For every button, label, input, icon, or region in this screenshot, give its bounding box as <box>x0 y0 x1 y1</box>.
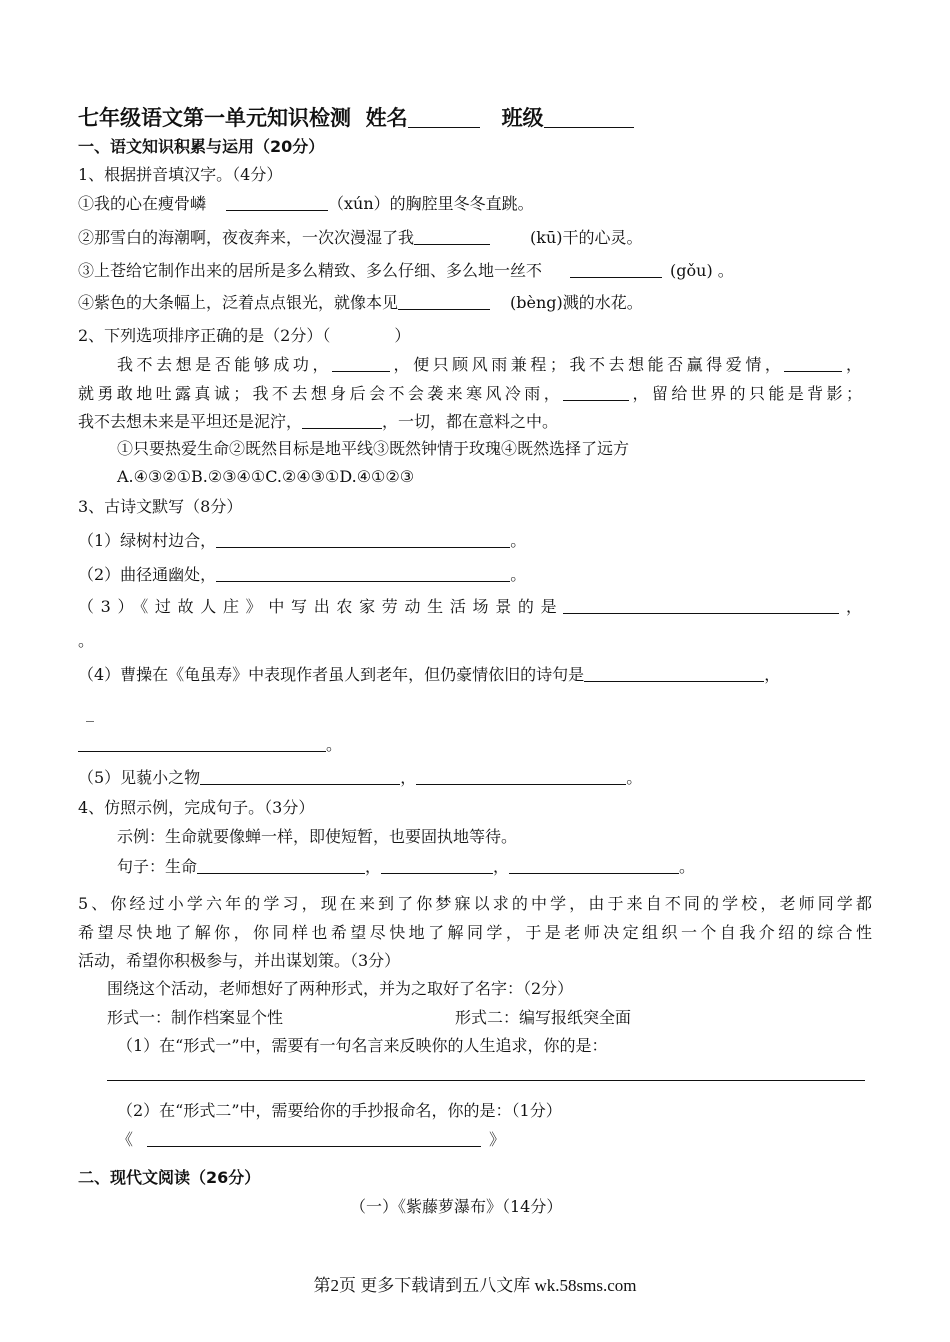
q2-stem: 2、下列选项排序正确的是（2分）（ ） <box>78 326 411 345</box>
q1-blank-4[interactable] <box>398 293 490 310</box>
q3-item-2: （2）曲径通幽处， 。 <box>78 565 527 584</box>
q3-item-4-dash: _ <box>86 703 94 722</box>
q2-blank-3[interactable] <box>563 384 629 401</box>
q2-options: ①只要热爱生命②既然目标是地平线③既然钟情于玫瑰④既然选择了远方 <box>117 439 630 458</box>
q2-blank-4[interactable] <box>302 412 382 429</box>
q3-item-3: （3）《过故人庄》中写出农家劳动生活场景的是 ， <box>78 597 862 616</box>
q5-answer-line-1[interactable] <box>107 1080 865 1081</box>
q4-blank-3[interactable] <box>509 857 679 874</box>
q2-passage-line-1: 我不去想是否能够成功， ，便只顾风雨兼程；我不去想能否赢得爱情， ， <box>117 355 862 374</box>
q3-item-1: （1）绿树村边合， 。 <box>78 531 527 550</box>
q3-blank-1[interactable] <box>216 531 510 548</box>
class-blank[interactable] <box>544 107 634 128</box>
q5-title-answer: 《 》 <box>117 1130 506 1149</box>
q3-blank-3[interactable] <box>563 597 839 614</box>
q1-item-1: ①我的心在瘦骨嶙 （xún）的胸腔里冬冬直跳。 <box>78 194 534 213</box>
q2-blank-2[interactable] <box>784 355 842 372</box>
part2-sub-heading: （一）《紫藤萝瀑布》（14分） <box>350 1197 563 1216</box>
q4-blank-2[interactable] <box>381 857 493 874</box>
q1-blank-1[interactable] <box>226 194 328 211</box>
q3-item-4: （4）曹操在《龟虽寿》中表现作者虽人到老年，但仍豪情依旧的诗句是 ， <box>78 665 781 684</box>
q2-passage-line-3: 我不去想未来是平坦还是泥泞， ，一切，都在意料之中。 <box>78 412 559 431</box>
q4-sentence: 句子：生命 ， ， 。 <box>117 857 696 876</box>
q4-example: 示例：生命就要像蝉一样，即使短暂，也要固执地等待。 <box>117 827 518 846</box>
q2-choices: A.④③②①B.②③④①C.②④③①D.④①②③ <box>117 467 415 486</box>
part2-heading: 二、现代文阅读（26分） <box>78 1168 261 1187</box>
q2-passage-line-2: 就勇敢地吐露真诚；我不去想身后会不会袭来寒风冷雨， ，留给世界的只能是背影； <box>78 384 862 403</box>
q5-line-3: 活动，希望你积极参与，并出谋划策。（3分） <box>78 951 401 970</box>
q1-item-2: ②那雪白的海潮啊，夜夜奔来，一次次漫湿了我 (kū)干的心灵。 <box>78 228 643 247</box>
q1-item-4: ④紫色的大条幅上，泛着点点银光，就像本见 (bèng)溅的水花。 <box>78 293 643 312</box>
class-label: 班级 <box>501 106 544 130</box>
q2-blank-1[interactable] <box>332 355 390 372</box>
q3-item-4-cont: 。 <box>78 734 342 756</box>
q5-line-2: 希望尽快地了解你，你同样也希望尽快地了解同学，于是老师决定组织一个自我介绍的综合性 <box>78 923 872 942</box>
q1-stem: 1、根据拼音填汉字。（4分） <box>78 165 283 184</box>
q1-blank-3[interactable] <box>570 261 662 278</box>
page-title <box>78 104 634 132</box>
q3-stem: 3、古诗文默写（8分） <box>78 497 243 516</box>
q4-stem: 4、仿照示例，完成句子。（3分） <box>78 798 315 817</box>
q5-sub-1: （1）在“形式一”中，需要有一句名言来反映你的人生追求，你的是： <box>117 1036 608 1055</box>
q3-blank-7[interactable] <box>416 768 626 785</box>
q3-item-5: （5）见藐小之物 ， 。 <box>78 768 643 787</box>
part1-heading: 一、语文知识积累与运用（20分） <box>78 137 325 156</box>
q5-line-4: 围绕这个活动，老师想好了两种形式，并为之取好了名字：（2分） <box>107 979 574 998</box>
q3-blank-5[interactable] <box>78 735 326 752</box>
q5-line-1: 5、你经过小学六年的学习，现在来到了你梦寐以求的中学，由于来自不同的学校，老师同学都 <box>78 894 872 913</box>
name-label: 姓名 <box>365 106 408 130</box>
q3-blank-2[interactable] <box>216 565 510 582</box>
page-footer: 第2页 更多下载请到五八文库 wk.58sms.com <box>313 1276 637 1295</box>
q5-form-1: 形式一：制作档案显个性 <box>107 1008 284 1027</box>
q3-blank-6[interactable] <box>200 768 400 785</box>
q1-blank-2[interactable] <box>414 228 490 245</box>
title-text: 七年级语文第一单元知识检测 <box>78 106 351 130</box>
q3-item-3-end: 。 <box>78 631 95 650</box>
q5-sub-2: （2）在“形式二”中，需要给你的手抄报命名，你的是：（1分） <box>117 1101 562 1120</box>
q1-item-3: ③上苍给它制作出来的居所是多么精致、多么仔细、多么地一丝不 (gǒu) 。 <box>78 261 734 280</box>
q5-form-2: 形式二：编写报纸突全面 <box>455 1008 632 1027</box>
q5-title-blank[interactable] <box>147 1130 481 1147</box>
name-blank[interactable] <box>408 107 480 128</box>
q3-blank-4[interactable] <box>584 665 764 682</box>
q4-blank-1[interactable] <box>197 857 365 874</box>
